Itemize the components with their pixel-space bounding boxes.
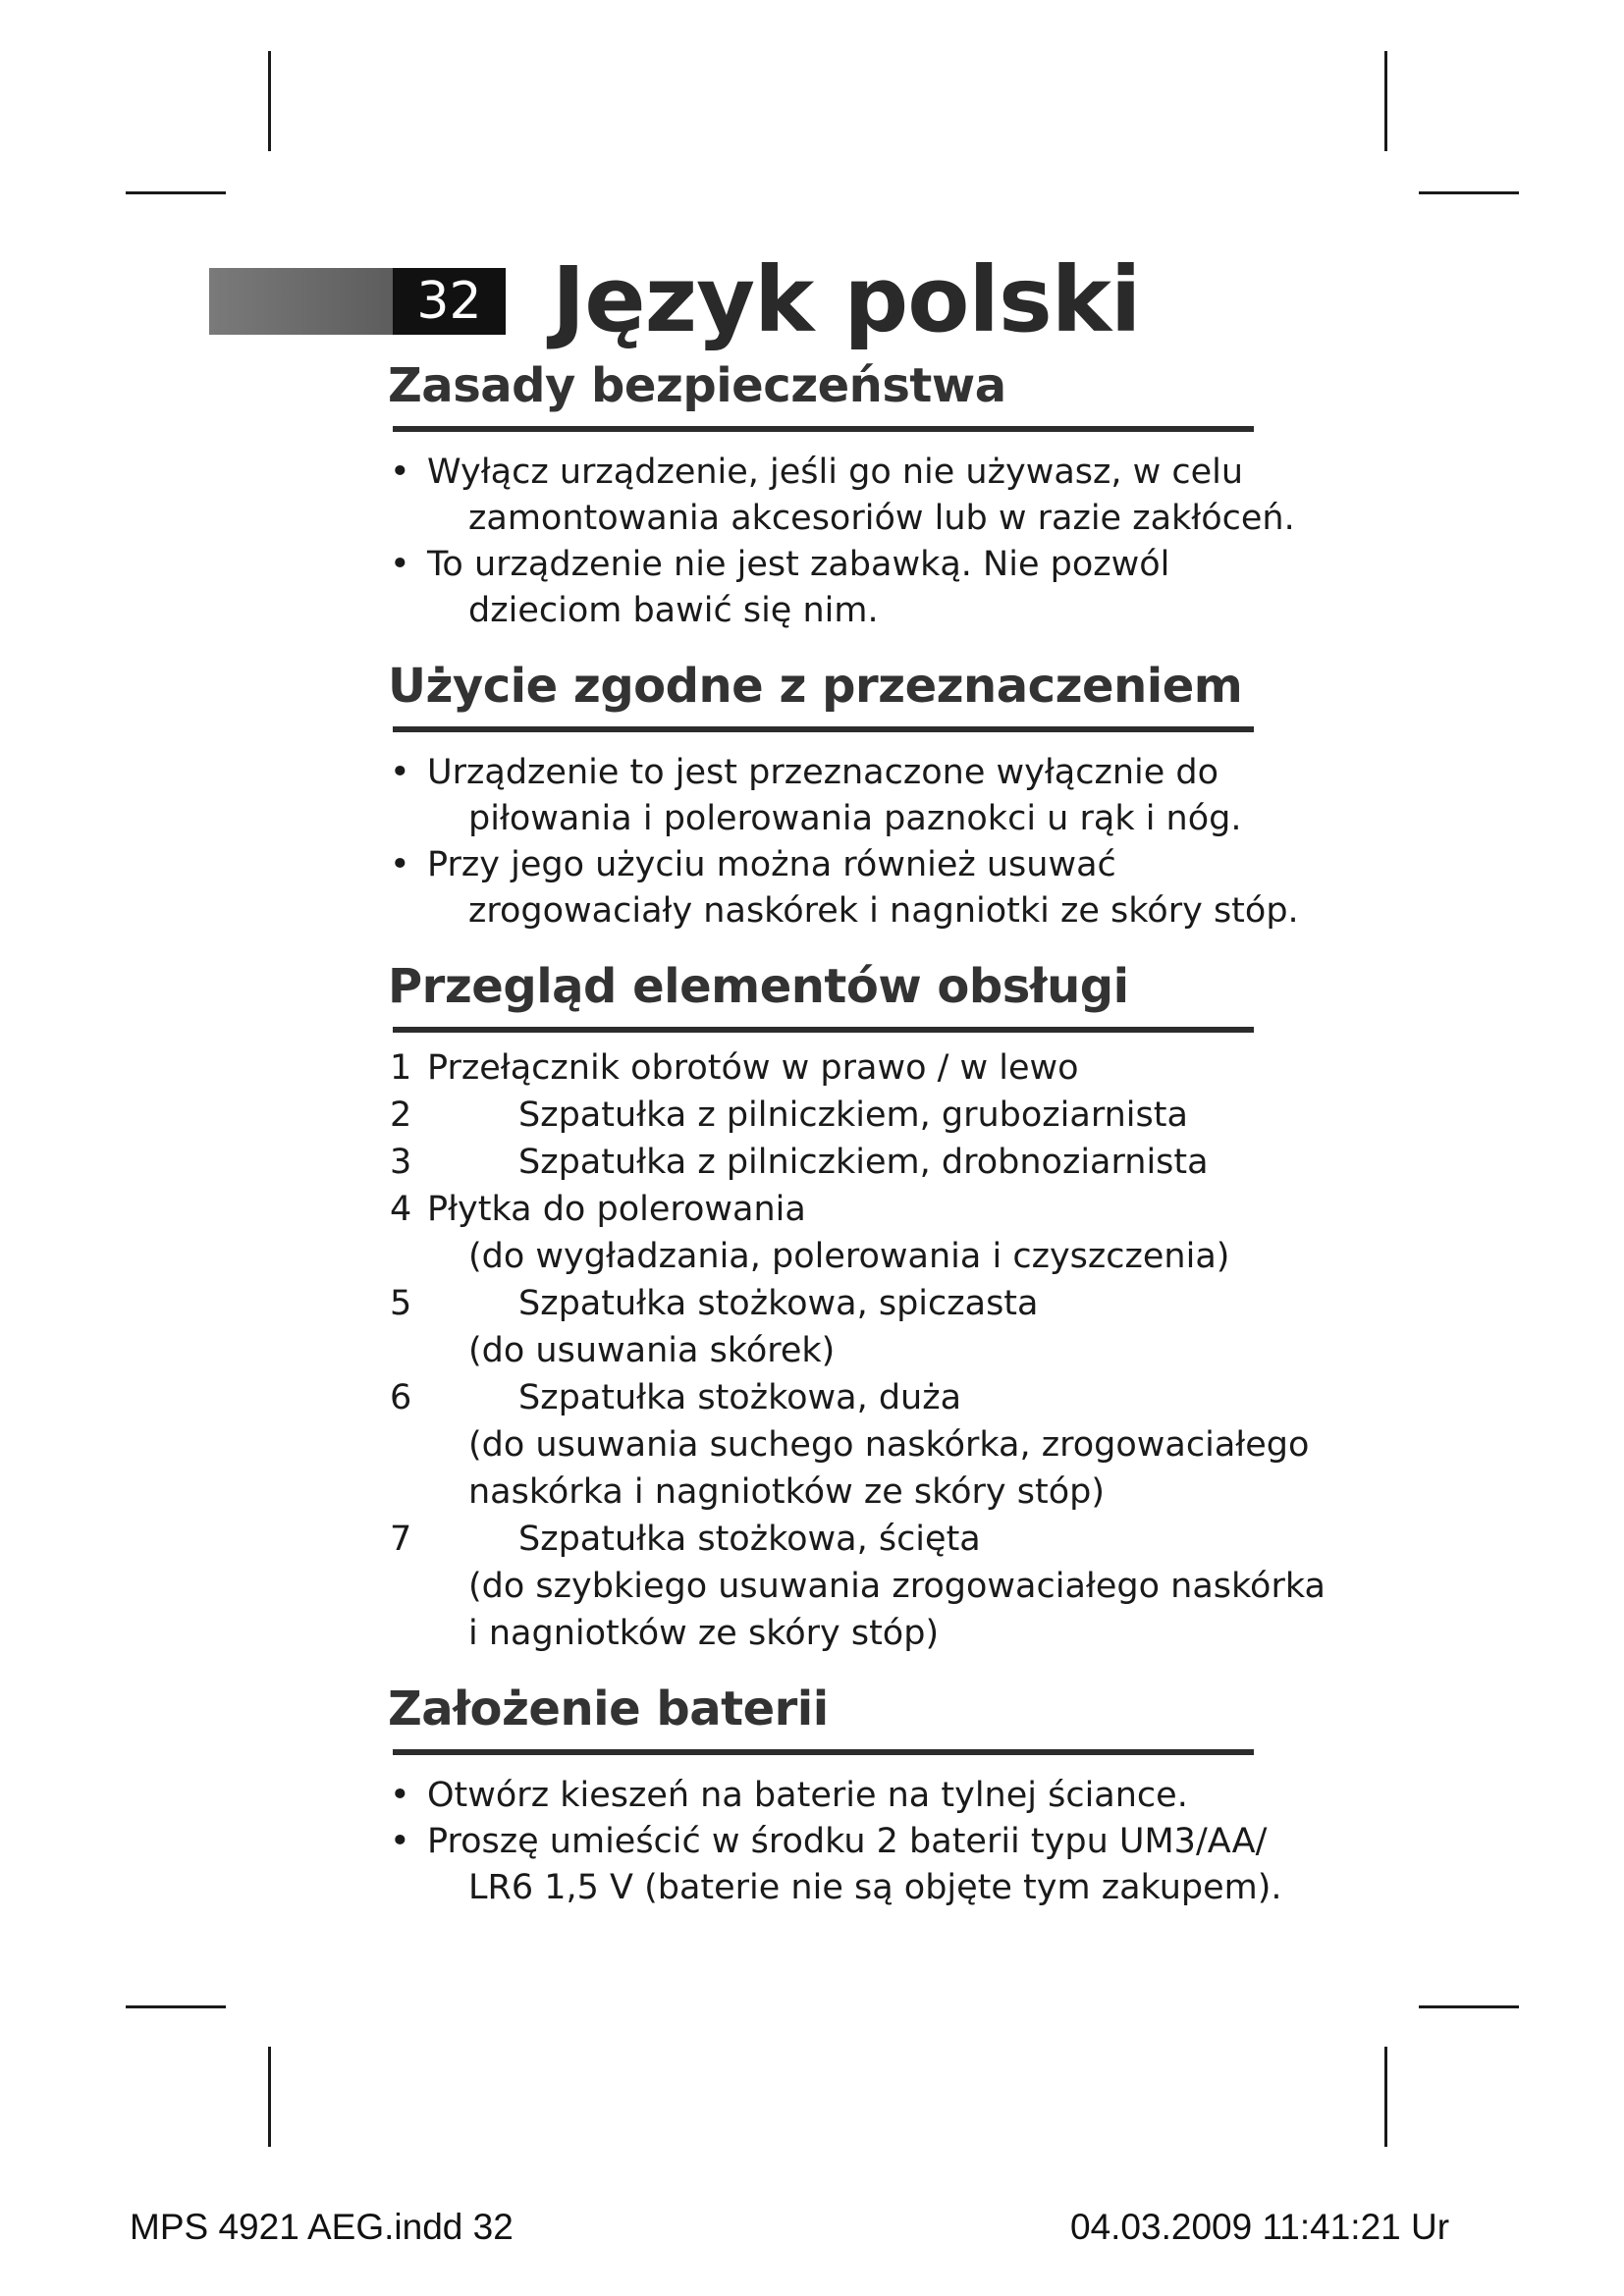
part-name: Szpatułka z pilniczkiem, drobnoziarnista (518, 1143, 1209, 1182)
part-note: (do usuwania suchego naskórka, zrogowaciałego (468, 1425, 1310, 1465)
part-number: 3 (390, 1143, 412, 1182)
crop-mark (1419, 191, 1519, 194)
part-name: Szpatułka stożkowa, ścięta (518, 1520, 981, 1559)
section-intended-use (388, 656, 1299, 934)
part-item (388, 1092, 1262, 1139)
page-title: Język polski (552, 247, 1141, 352)
section-heading: Użycie zgodne z przeznaczeniem (388, 659, 1243, 714)
part-note: (do szybkiego usuwania zrogowaciałego naskórka (468, 1567, 1326, 1606)
part-name: Płytka do polerowania (427, 1190, 806, 1229)
part-item (388, 1186, 1262, 1280)
list-item (388, 450, 1295, 542)
list-item-text: zamontowania akcesoriów lub w razie zakłóceń. (468, 499, 1295, 538)
part-item (388, 1516, 1326, 1657)
section-rule (393, 1749, 1254, 1755)
bullet-list (388, 750, 1299, 934)
footer-datetime: 04.03.2009 11:41:21 Ur (1070, 2207, 1450, 2247)
section-heading: Zasady bezpieczeństwa (388, 358, 1006, 413)
list-item-text: Proszę umieścić w środku 2 baterii typu UM3/AA/ (427, 1822, 1268, 1861)
part-note: i nagniotków ze skóry stóp) (468, 1614, 940, 1653)
list-item-text: To urządzenie nie jest zabawką. Nie pozwól (427, 545, 1170, 584)
bullet-list (388, 450, 1295, 634)
page-number: 32 (393, 268, 506, 335)
list-item-text: Otwórz kieszeń na baterie na tylnej ściance. (427, 1776, 1188, 1815)
list-item (388, 1819, 1282, 1911)
list-item-text: Przy jego użyciu można również usuwać (427, 845, 1116, 884)
crop-mark (126, 191, 226, 194)
list-item (388, 542, 1262, 634)
crop-mark (268, 51, 271, 151)
list-item-text: Wyłącz urządzenie, jeśli go nie używasz, w celu (427, 453, 1244, 492)
bullet-icon: • (390, 753, 410, 792)
section-rule (393, 426, 1254, 432)
list-item-text: LR6 1,5 V (baterie nie są objęte tym zakupem). (468, 1868, 1282, 1907)
list-item (388, 842, 1299, 934)
bullet-icon: • (390, 845, 410, 884)
section-batteries (388, 1679, 1282, 1911)
list-item (388, 750, 1262, 842)
crop-mark (1419, 2005, 1519, 2008)
list-item-text: piłowania i polerowania paznokci u rąk i nóg. (468, 799, 1242, 838)
part-item (388, 1139, 1262, 1186)
part-name: Szpatułka z pilniczkiem, gruboziarnista (518, 1095, 1188, 1135)
section-heading: Przegląd elementów obsługi (388, 959, 1129, 1014)
parts-list (388, 1044, 1326, 1657)
part-item (388, 1280, 1262, 1374)
bullet-icon: • (390, 1776, 410, 1815)
crop-mark (1384, 51, 1387, 151)
part-number: 7 (390, 1520, 412, 1559)
part-number: 2 (390, 1095, 412, 1135)
section-heading: Założenie baterii (388, 1682, 829, 1736)
part-name: Szpatułka stożkowa, duża (518, 1378, 962, 1417)
part-name: Przełącznik obrotów w prawo / w lewo (427, 1048, 1079, 1088)
part-note: naskórka i nagniotków ze skóry stóp) (468, 1472, 1106, 1512)
part-item (388, 1044, 1262, 1092)
part-note: (do wygładzania, polerowania i czyszczenia) (468, 1237, 1230, 1276)
bullet-icon: • (390, 545, 410, 584)
footer-file: MPS 4921 AEG.indd 32 (130, 2207, 514, 2247)
part-number: 1 (390, 1048, 412, 1088)
part-note: (do usuwania skórek) (468, 1331, 836, 1370)
part-number: 4 (390, 1190, 412, 1229)
list-item-text: Urządzenie to jest przeznaczone wyłącznie do (427, 753, 1219, 792)
part-number: 5 (390, 1284, 412, 1323)
list-item (388, 1773, 1262, 1819)
section-controls (388, 956, 1326, 1657)
crop-mark (268, 2047, 271, 2147)
crop-mark (126, 2005, 226, 2008)
section-rule (393, 726, 1254, 732)
part-name: Szpatułka stożkowa, spiczasta (518, 1284, 1039, 1323)
section-rule (393, 1027, 1254, 1033)
list-item-text: dzieciom bawić się nim. (468, 591, 879, 630)
section-safety (388, 355, 1295, 634)
crop-mark (1384, 2047, 1387, 2147)
bullet-icon: • (390, 453, 410, 492)
bullet-icon: • (390, 1822, 410, 1861)
list-item-text: zrogowaciały naskórek i nagniotki ze skóry stóp. (468, 891, 1299, 931)
part-item (388, 1374, 1310, 1516)
part-number: 6 (390, 1378, 412, 1417)
content (388, 355, 1326, 1933)
bullet-list (388, 1773, 1282, 1911)
